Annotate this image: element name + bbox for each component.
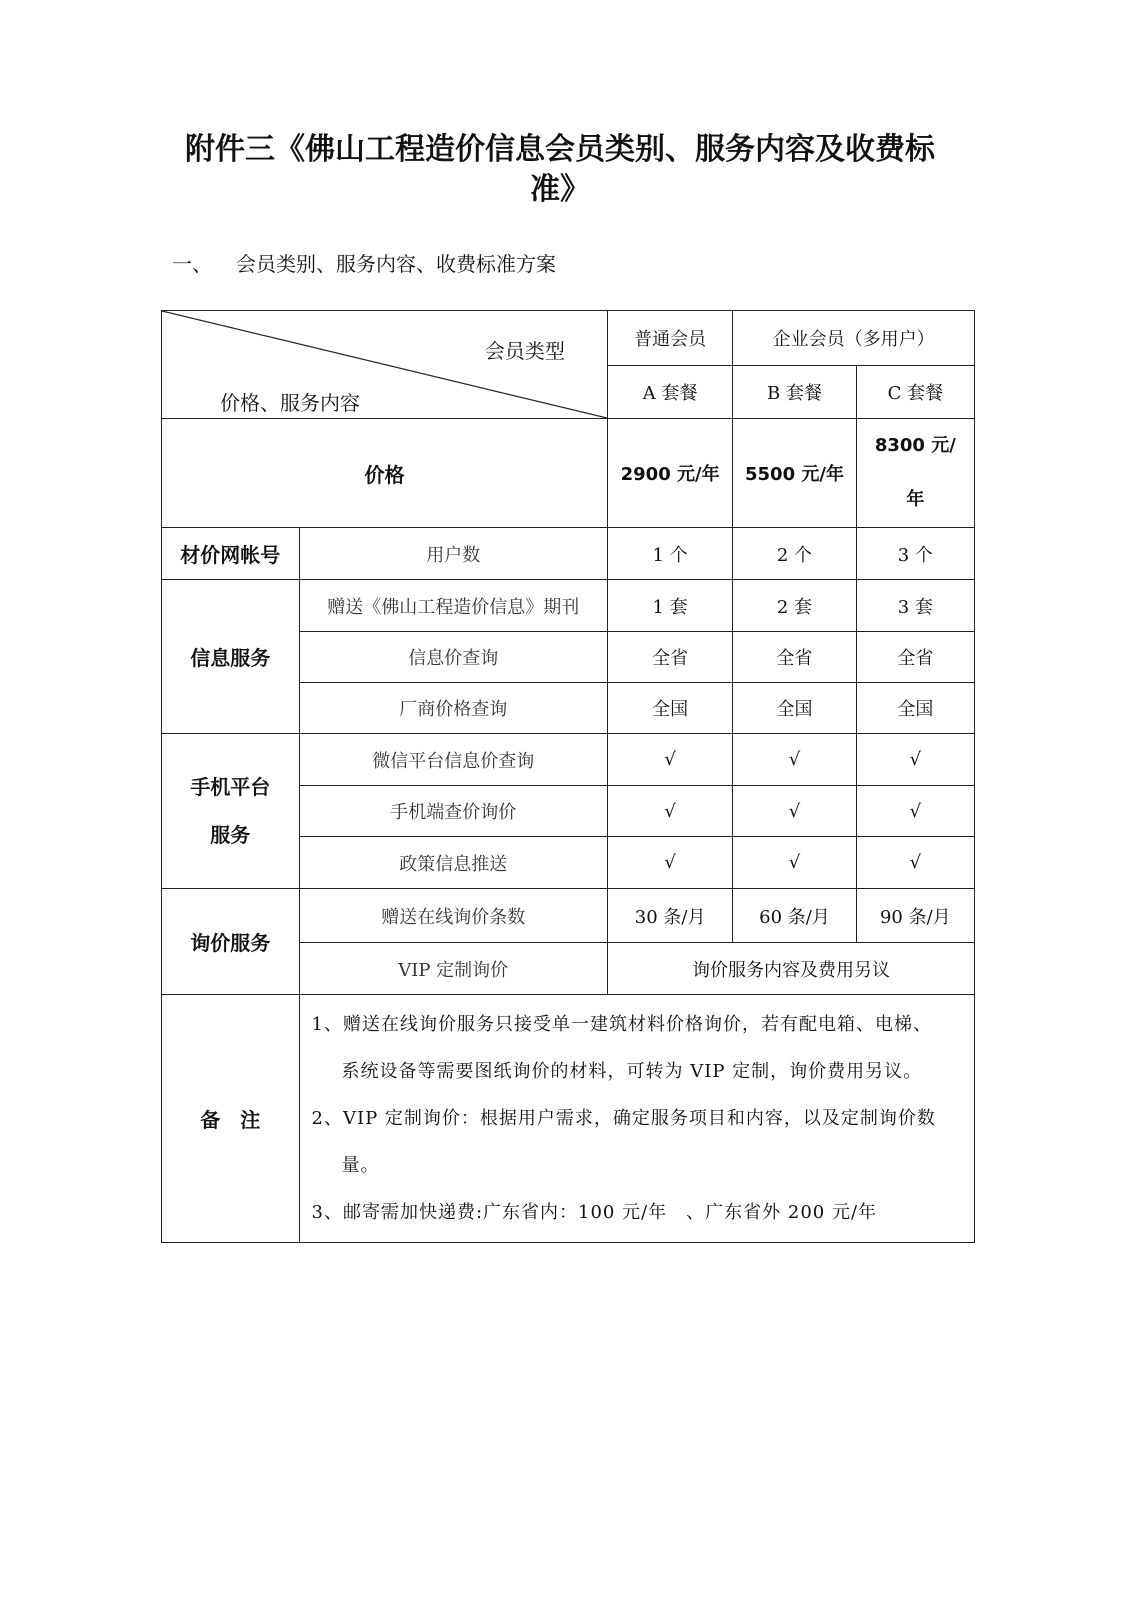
- section-number: 一、: [172, 252, 212, 276]
- info-service-plan-b: 全省: [733, 632, 856, 683]
- document-title-line1: 附件三《佛山工程造价信息会员类别、服务内容及收费标: [185, 132, 935, 167]
- mobile-service-plan-c: √: [856, 734, 974, 786]
- mobile-service-plan-c: √: [856, 837, 974, 889]
- account-category: 材价网帐号: [162, 528, 300, 580]
- header-plan-c: C 套餐: [856, 366, 974, 419]
- price-plan-c-line1: 8300 元/: [874, 435, 956, 456]
- price-plan-b: 5500 元/年: [733, 419, 856, 528]
- header-price-service-label: 价格、服务内容: [220, 391, 360, 415]
- info-service-category: 信息服务: [162, 580, 300, 734]
- inquiry-online-plan-a: 30 条/月: [607, 889, 732, 943]
- inquiry-vip-value: 询价服务内容及费用另议: [607, 943, 974, 995]
- header-diagonal-cell: [162, 311, 608, 419]
- mobile-service-plan-a: √: [607, 786, 732, 837]
- info-service-plan-c: 全国: [856, 683, 974, 734]
- price-plan-c-line2: 年: [906, 489, 925, 510]
- info-service-item: 信息价查询: [299, 632, 607, 683]
- section-heading-text: 会员类别、服务内容、收费标准方案: [236, 252, 556, 276]
- membership-table: [161, 310, 975, 1243]
- account-plan-c: 3 个: [856, 528, 974, 580]
- inquiry-service-category: 询价服务: [162, 889, 300, 995]
- price-plan-c: [856, 419, 974, 528]
- note-line: 3、邮寄需加快递费:广东省内：100 元/年 、广东省外 200 元/年: [311, 1202, 878, 1223]
- mobile-service-plan-a: √: [607, 837, 732, 889]
- mobile-service-plan-a: √: [607, 734, 732, 786]
- header-member-type-label: 会员类型: [484, 339, 565, 363]
- mobile-service-item: 微信平台信息价查询: [299, 734, 607, 786]
- mobile-service-category-line2: 服务: [210, 823, 251, 847]
- info-service-plan-a: 1 套: [607, 580, 732, 632]
- mobile-service-item: 政策信息推送: [299, 837, 607, 889]
- mobile-service-plan-b: √: [733, 734, 856, 786]
- note-line: 1、赠送在线询价服务只接受单一建筑材料价格询价，若有配电箱、电梯、: [311, 1014, 932, 1035]
- notes-category: 备 注: [162, 995, 300, 1243]
- info-service-plan-a: 全国: [607, 683, 732, 734]
- inquiry-online-item: 赠送在线询价条数: [299, 889, 607, 943]
- notes-content: [299, 995, 974, 1243]
- mobile-service-plan-b: √: [733, 837, 856, 889]
- note-line: 2、VIP 定制询价：根据用户需求，确定服务项目和内容，以及定制询价数: [311, 1108, 936, 1129]
- price-label: 价格: [162, 419, 608, 528]
- document-title-line2: 准》: [530, 172, 590, 207]
- mobile-service-category-line1: 手机平台: [190, 775, 271, 799]
- note-line: 系统设备等需要图纸询价的材料，可转为 VIP 定制，询价费用另议。: [341, 1061, 923, 1082]
- header-enterprise-member: 企业会员（多用户）: [733, 311, 975, 366]
- header-plan-b: B 套餐: [733, 366, 856, 419]
- mobile-service-plan-b: √: [733, 786, 856, 837]
- info-service-plan-b: 全国: [733, 683, 856, 734]
- header-standard-member: 普通会员: [607, 311, 732, 366]
- account-item: 用户数: [299, 528, 607, 580]
- inquiry-online-plan-b: 60 条/月: [733, 889, 856, 943]
- mobile-service-category: [162, 734, 300, 889]
- inquiry-online-plan-c: 90 条/月: [856, 889, 974, 943]
- header-plan-a: A 套餐: [607, 366, 732, 419]
- info-service-item: 厂商价格查询: [299, 683, 607, 734]
- mobile-service-item: 手机端查价询价: [299, 786, 607, 837]
- note-line: 量。: [341, 1155, 380, 1176]
- price-plan-a: 2900 元/年: [607, 419, 732, 528]
- document-title: [160, 130, 960, 210]
- info-service-plan-c: 全省: [856, 632, 974, 683]
- mobile-service-plan-c: √: [856, 786, 974, 837]
- info-service-plan-c: 3 套: [856, 580, 974, 632]
- info-service-plan-b: 2 套: [733, 580, 856, 632]
- info-service-item: 赠送《佛山工程造价信息》期刊: [299, 580, 607, 632]
- info-service-plan-a: 全省: [607, 632, 732, 683]
- inquiry-vip-item: VIP 定制询价: [299, 943, 607, 995]
- account-plan-a: 1 个: [607, 528, 732, 580]
- account-plan-b: 2 个: [733, 528, 856, 580]
- section-heading: [172, 248, 556, 277]
